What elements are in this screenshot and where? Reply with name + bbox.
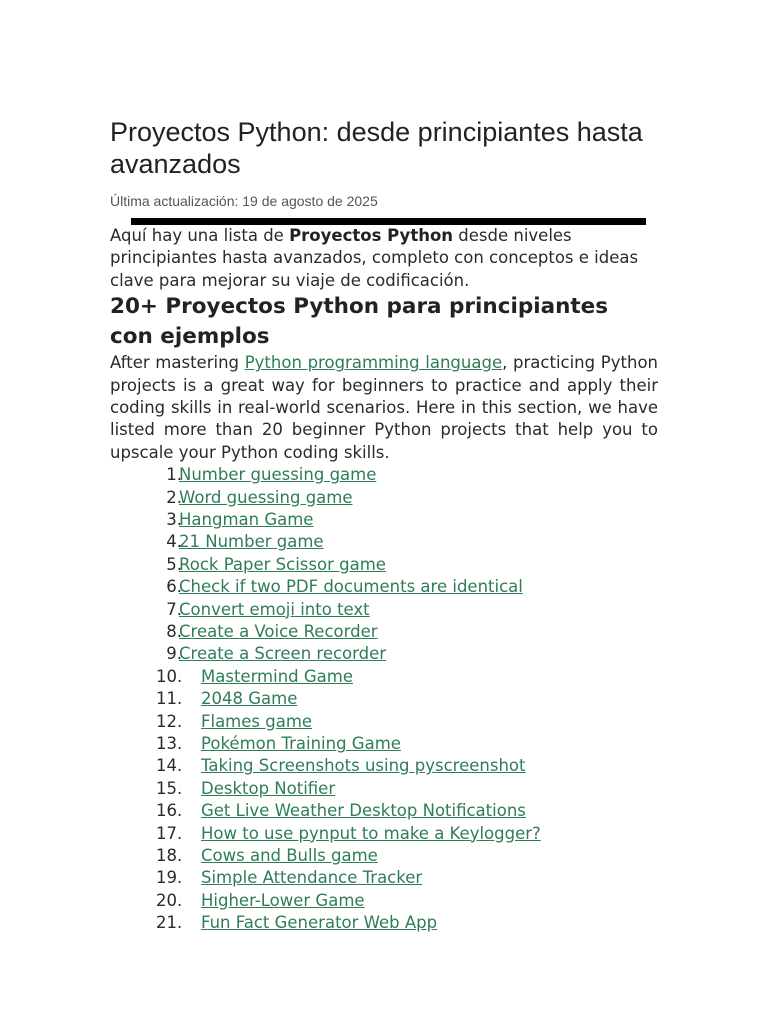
list-item-number: 8. xyxy=(166,621,182,641)
list-item xyxy=(110,823,658,845)
list-item xyxy=(110,912,658,934)
list-item-number: 16. xyxy=(156,801,183,821)
intro-bold: Proyectos Python xyxy=(289,226,454,245)
projects-list xyxy=(110,464,658,934)
article-body xyxy=(110,225,658,934)
list-item-number: 19. xyxy=(156,868,183,888)
project-link[interactable]: Create a Voice Recorder xyxy=(179,621,378,641)
project-link[interactable]: Higher-Lower Game xyxy=(201,890,365,910)
list-item-number: 2. xyxy=(166,487,182,507)
list-item-number: 13. xyxy=(156,733,183,753)
project-link[interactable]: 2048 Game xyxy=(201,689,298,709)
project-link[interactable]: Check if two PDF documents are identical xyxy=(179,577,523,597)
list-item xyxy=(110,778,658,800)
project-link[interactable]: Cows and Bulls game xyxy=(201,845,378,865)
list-item-number: 4. xyxy=(166,532,182,552)
project-link[interactable]: Flames game xyxy=(201,711,313,731)
project-link[interactable]: Convert emoji into text xyxy=(179,599,370,619)
list-item-number: 9. xyxy=(166,644,182,664)
intro-paragraph xyxy=(110,225,658,292)
paragraph-text-end: , practicing Python projects is a great way for beginners to practice and apply their coding skills in real-world scenarios. Here in this section, we have listed more than 20 beginner Python projects that help you to upscale your Python coding skills. xyxy=(110,353,658,462)
paragraph-text-start: After mastering xyxy=(110,353,245,373)
list-item xyxy=(110,576,658,598)
list-item-number: 7. xyxy=(166,599,182,619)
list-item-number: 10. xyxy=(156,666,183,686)
list-item-number: 21. xyxy=(156,913,183,933)
project-link[interactable]: Pokémon Training Game xyxy=(201,733,401,753)
project-link[interactable]: Taking Screenshots using pyscreenshot xyxy=(201,756,526,776)
list-item xyxy=(110,733,658,755)
list-item xyxy=(110,464,658,486)
project-link[interactable]: How to use pynput to make a Keylogger? xyxy=(201,823,541,843)
list-item-number: 1. xyxy=(166,465,182,485)
list-item-number: 15. xyxy=(156,778,183,798)
section-paragraph xyxy=(110,352,658,464)
project-link[interactable]: Simple Attendance Tracker xyxy=(201,868,423,888)
list-item xyxy=(110,867,658,889)
project-link[interactable]: 21 Number game xyxy=(179,532,324,552)
intro-text-end: desde niveles principiantes hasta avanzados, completo con conceptos e ideas clave para mejorar su viaje de codificación. xyxy=(110,226,639,290)
project-link[interactable]: Fun Fact Generator Web App xyxy=(201,913,438,933)
list-item-number: 18. xyxy=(156,845,183,865)
list-item xyxy=(110,621,658,643)
project-link[interactable]: Desktop Notifier xyxy=(201,778,336,798)
project-link[interactable]: Hangman Game xyxy=(179,510,314,530)
list-item xyxy=(110,509,658,531)
list-item xyxy=(110,643,658,665)
list-item xyxy=(110,688,658,710)
list-item xyxy=(110,711,658,733)
list-item xyxy=(110,487,658,509)
project-link[interactable]: Create a Screen recorder xyxy=(179,644,387,664)
list-item-number: 6. xyxy=(166,577,182,597)
list-item xyxy=(110,800,658,822)
list-item-number: 11. xyxy=(156,689,183,709)
project-link[interactable]: Word guessing game xyxy=(179,487,353,507)
python-language-link[interactable]: Python programming language xyxy=(244,353,503,373)
list-item-number: 14. xyxy=(156,756,183,776)
list-item-number: 5. xyxy=(166,554,182,574)
divider-rule xyxy=(131,218,646,225)
list-item-number: 20. xyxy=(156,890,183,910)
section-heading: 20+ Proyectos Python para principiantes con ejemplos xyxy=(110,294,609,350)
list-item-number: 12. xyxy=(156,711,183,731)
list-item-number: 3. xyxy=(166,510,182,530)
project-link[interactable]: Rock Paper Scissor game xyxy=(179,554,386,574)
list-item xyxy=(110,531,658,553)
list-item xyxy=(110,599,658,621)
list-item xyxy=(110,755,658,777)
list-item-number: 17. xyxy=(156,823,183,843)
last-updated: Última actualización: 19 de agosto de 2025 xyxy=(110,193,378,209)
list-item xyxy=(110,666,658,688)
page-title: Proyectos Python: desde principiantes hasta avanzados xyxy=(110,117,643,179)
project-link[interactable]: Mastermind Game xyxy=(201,666,354,686)
intro-text-start: Aquí hay una lista de xyxy=(110,226,290,245)
list-item xyxy=(110,890,658,912)
list-item xyxy=(110,554,658,576)
list-item xyxy=(110,845,658,867)
project-link[interactable]: Get Live Weather Desktop Notifications xyxy=(201,801,526,821)
project-link[interactable]: Number guessing game xyxy=(179,465,377,485)
